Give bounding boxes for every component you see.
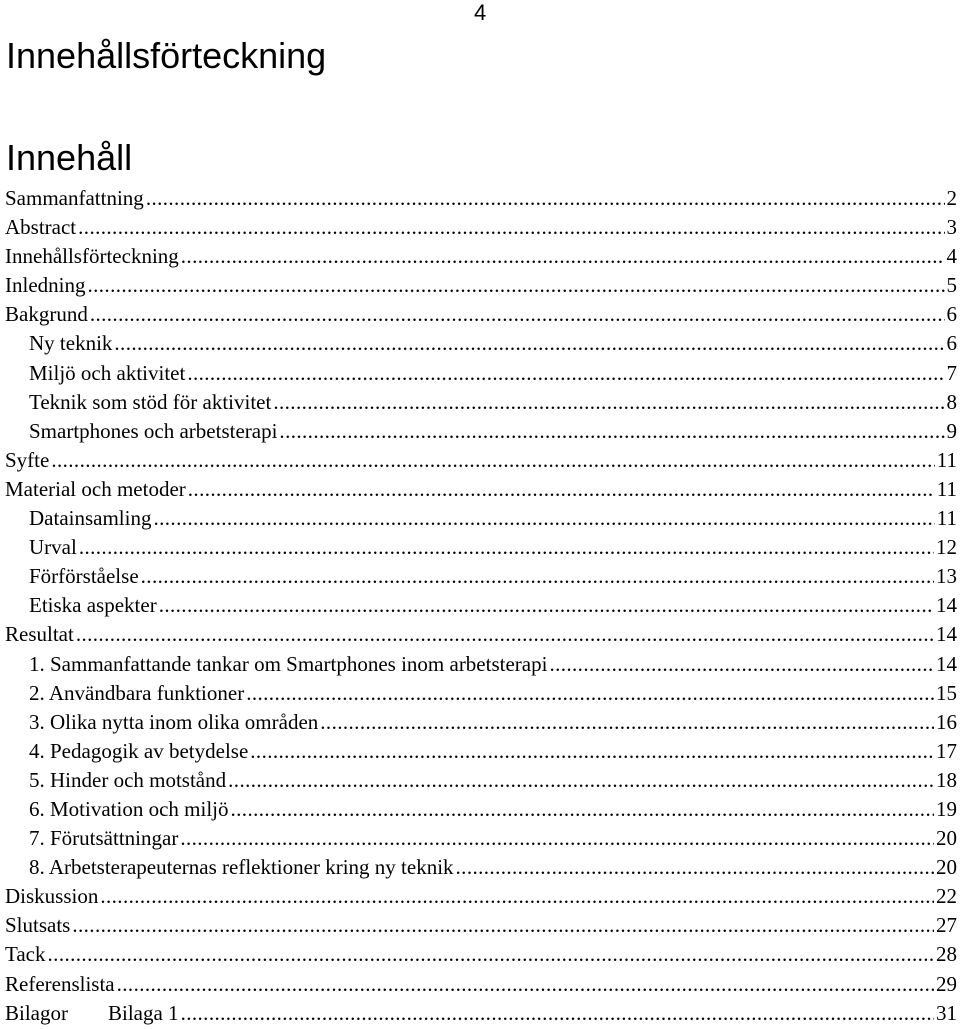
- toc-entry-title-text: 2. Användbara funktioner: [29, 680, 245, 705]
- toc-entry-title-text: Resultat: [5, 622, 74, 647]
- toc-entry-title-text: Innehållsförteckning: [5, 244, 179, 269]
- toc-entry-page: 3: [946, 215, 957, 240]
- toc-entry[interactable]: [5, 300, 960, 329]
- toc-entry[interactable]: [5, 504, 960, 533]
- toc-entry[interactable]: [5, 737, 960, 766]
- toc-entry-title-text: Referenslista: [5, 971, 115, 996]
- toc-entry-title: [29, 824, 180, 853]
- toc-entry-title-text: Urval: [29, 535, 77, 560]
- toc-entry[interactable]: [5, 417, 960, 446]
- toc-dot-leader: [51, 446, 934, 475]
- toc-entry-title-text: 8. Arbetsterapeuternas reflektioner kring ny teknik: [29, 855, 454, 880]
- toc-entry-page: 8: [946, 389, 957, 414]
- toc-entry[interactable]: [5, 475, 960, 504]
- toc-entry-page: 4: [946, 244, 957, 269]
- toc-entry-title-text: Teknik som stöd för aktivitet: [29, 389, 272, 414]
- toc-entry[interactable]: [5, 271, 960, 300]
- toc-entry-title: [29, 417, 279, 446]
- toc-dot-leader: [146, 184, 945, 213]
- toc-entry-title-text: Miljö och aktivitet: [29, 360, 186, 385]
- toc-dot-leader: [90, 300, 945, 329]
- toc-entry-page: 22: [936, 884, 957, 909]
- toc-entry-title-text: 3. Olika nytta inom olika områden: [29, 709, 319, 734]
- toc-entry[interactable]: [5, 882, 960, 911]
- toc-entry-title: [29, 679, 246, 708]
- toc-entry[interactable]: [5, 242, 960, 271]
- toc-entry[interactable]: [5, 184, 960, 213]
- toc-entry[interactable]: [5, 213, 960, 242]
- toc-entry-page: 13: [936, 564, 957, 589]
- toc-entry-title: [29, 388, 273, 417]
- toc-entry-page: 11: [936, 447, 957, 472]
- toc-entry-title-text: Syfte: [5, 447, 50, 472]
- toc-entry-title: [29, 533, 79, 562]
- toc-dot-leader: [153, 504, 934, 533]
- toc-entry[interactable]: [5, 388, 960, 417]
- toc-entry-page: 2: [946, 186, 957, 210]
- toc-entry-title-text: 6. Motivation och miljö: [29, 796, 229, 821]
- toc-entry-title-text: 7. Förutsättningar: [29, 826, 179, 851]
- toc-entry-page: 19: [936, 796, 957, 821]
- toc-entry[interactable]: [5, 708, 960, 737]
- table-of-contents: [5, 184, 960, 1028]
- toc-dot-leader: [78, 213, 944, 242]
- toc-entry-page: 20: [936, 855, 957, 880]
- toc-entry[interactable]: [5, 359, 960, 388]
- toc-entry-page: 7: [946, 360, 957, 385]
- toc-dot-leader: [181, 242, 945, 271]
- toc-entry[interactable]: [5, 329, 960, 358]
- toc-dot-leader: [231, 795, 935, 824]
- toc-dot-leader: [100, 882, 934, 911]
- toc-entry-title-text: Bilagor: [5, 1000, 68, 1025]
- toc-entry-title: [5, 271, 87, 300]
- toc-entry[interactable]: [5, 970, 960, 999]
- toc-entry-title-text: Material och metoder: [5, 476, 186, 501]
- toc-entry-title: [29, 853, 456, 882]
- toc-entry-page: 18: [936, 767, 957, 792]
- toc-dot-leader: [181, 999, 934, 1028]
- toc-dot-leader: [87, 271, 944, 300]
- toc-dot-leader: [246, 679, 934, 708]
- toc-entry-title-text: Etiska aspekter: [29, 593, 157, 618]
- toc-entry-page: 12: [936, 535, 957, 560]
- toc-entry[interactable]: [5, 795, 960, 824]
- toc-entry-title-text: Smartphones och arbetsterapi: [29, 418, 278, 443]
- document-heading: Innehållsförteckning: [6, 35, 327, 76]
- toc-entry-title-text: Inledning: [5, 273, 86, 298]
- toc-entry-title: [29, 359, 187, 388]
- toc-entry-title: [29, 329, 114, 358]
- toc-entry[interactable]: [5, 679, 960, 708]
- toc-entry-title: [5, 970, 117, 999]
- toc-dot-leader: [180, 824, 934, 853]
- toc-dot-leader: [188, 475, 935, 504]
- toc-entry-page: 5: [946, 273, 957, 298]
- toc-entry-page: 6: [946, 331, 957, 356]
- toc-entry-title: [29, 591, 159, 620]
- toc-entry[interactable]: [5, 999, 960, 1028]
- toc-dot-leader: [159, 591, 934, 620]
- toc-entry-title-text: Bakgrund: [5, 302, 88, 327]
- toc-entry-title: [29, 766, 228, 795]
- toc-entry-title: [5, 620, 76, 649]
- toc-entry-title: [5, 882, 100, 911]
- toc-dot-leader: [279, 417, 944, 446]
- toc-dot-leader: [549, 650, 934, 679]
- toc-entry[interactable]: [5, 824, 960, 853]
- toc-entry-title-text: Ny teknik: [29, 331, 113, 356]
- toc-entry-page: 16: [936, 709, 957, 734]
- toc-entry-page: 20: [936, 826, 957, 851]
- toc-dot-leader: [273, 388, 944, 417]
- toc-entry-page: 14: [936, 622, 957, 647]
- toc-heading: Innehåll: [6, 137, 133, 178]
- toc-dot-leader: [456, 853, 934, 882]
- toc-dot-leader: [187, 359, 944, 388]
- toc-entry[interactable]: [5, 650, 960, 679]
- toc-entry-title: [5, 475, 188, 504]
- toc-dot-leader: [48, 940, 934, 969]
- toc-entry-page: 11: [936, 476, 957, 501]
- toc-entry[interactable]: [5, 446, 960, 475]
- toc-entry-title-text: 1. Sammanfattande tankar om Smartphones inom arbetsterapi: [29, 651, 548, 676]
- toc-entry-page: 27: [936, 913, 957, 938]
- toc-entry-title: [29, 562, 141, 591]
- toc-entry[interactable]: [5, 620, 960, 649]
- toc-entry-subtitle: Bilaga 1: [108, 1000, 179, 1025]
- toc-entry[interactable]: [5, 911, 960, 940]
- toc-entry-page: 28: [936, 942, 957, 967]
- toc-dot-leader: [114, 329, 944, 358]
- toc-entry[interactable]: [5, 562, 960, 591]
- toc-dot-leader: [117, 970, 934, 999]
- toc-entry-page: 17: [936, 738, 957, 763]
- toc-entry-title: [29, 650, 549, 679]
- toc-entry-title-text: Slutsats: [5, 913, 71, 938]
- toc-entry[interactable]: [5, 533, 960, 562]
- toc-entry-page: 14: [936, 593, 957, 618]
- toc-entry-title-text: Datainsamling: [29, 506, 152, 531]
- toc-dot-leader: [250, 737, 934, 766]
- toc-entry[interactable]: [5, 853, 960, 882]
- toc-entry-title: [5, 213, 78, 242]
- toc-entry-title-text: Sammanfattning: [5, 186, 144, 210]
- toc-entry-title: [29, 737, 250, 766]
- toc-entry-title: [29, 708, 320, 737]
- toc-entry-title: [5, 184, 146, 213]
- toc-entry-title-text: Tack: [5, 942, 46, 967]
- toc-entry-title-text: Abstract: [5, 215, 77, 240]
- toc-entry-title: [5, 242, 181, 271]
- toc-entry-page: 15: [936, 680, 957, 705]
- toc-entry[interactable]: [5, 766, 960, 795]
- toc-entry-page: 31: [936, 1000, 957, 1025]
- toc-entry-page: 11: [936, 506, 957, 531]
- toc-entry-title: [29, 504, 153, 533]
- toc-entry-title-text: Diskussion: [5, 884, 99, 909]
- toc-entry-title-text: 4. Pedagogik av betydelse: [29, 738, 249, 763]
- toc-dot-leader: [228, 766, 934, 795]
- toc-dot-leader: [76, 620, 934, 649]
- toc-entry-page: 6: [946, 302, 957, 327]
- toc-entry-page: 29: [936, 971, 957, 996]
- toc-entry[interactable]: [5, 591, 960, 620]
- toc-entry-page: 9: [946, 418, 957, 443]
- toc-entry-title: [5, 300, 90, 329]
- toc-entry-title: [5, 940, 48, 969]
- toc-entry-title-text: 5. Hinder och motstånd: [29, 767, 227, 792]
- toc-dot-leader: [320, 708, 934, 737]
- toc-entry-title: [5, 911, 72, 940]
- page-number: 4: [474, 0, 487, 25]
- toc-entry-title: [5, 446, 51, 475]
- toc-entry-page: 14: [936, 651, 957, 676]
- toc-entry-title: [5, 999, 181, 1028]
- toc-entry[interactable]: [5, 940, 960, 969]
- toc-dot-leader: [141, 562, 934, 591]
- toc-entry-title-text: Förförståelse: [29, 564, 139, 589]
- toc-dot-leader: [72, 911, 934, 940]
- toc-entry-title: [29, 795, 231, 824]
- toc-dot-leader: [79, 533, 934, 562]
